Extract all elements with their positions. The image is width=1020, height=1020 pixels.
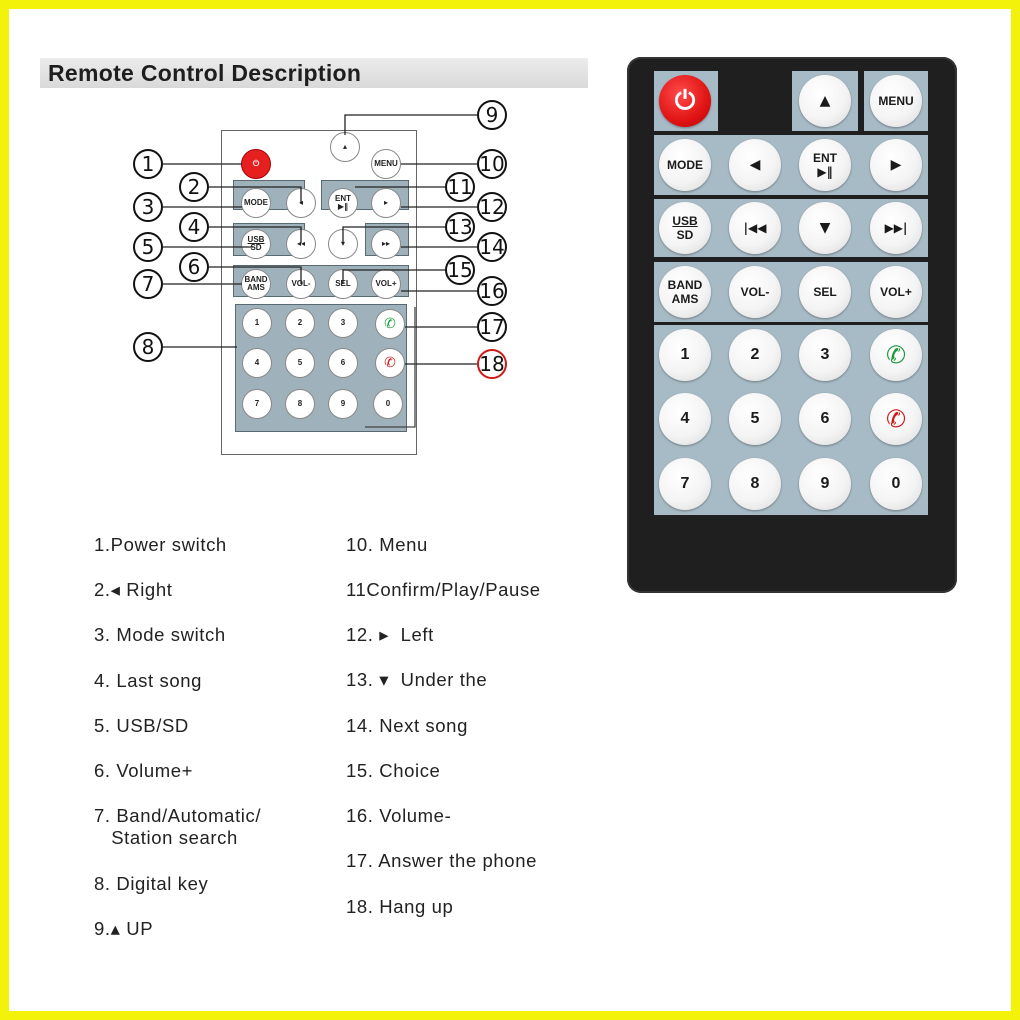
- remote-sel-button[interactable]: [799, 266, 851, 318]
- callout-16: [477, 276, 507, 306]
- callout-label: 1: [141, 152, 155, 176]
- desc-item: 9.▴ UP: [94, 918, 154, 939]
- leader-line-15: [343, 270, 447, 284]
- callout-label: 8: [141, 335, 155, 359]
- sd-label: SD: [676, 228, 694, 242]
- power-icon: ⏻: [674, 86, 696, 116]
- leader-line-13: [343, 227, 447, 243]
- vol-plus-label: VOL+: [880, 285, 912, 299]
- digit-label: 8: [297, 399, 303, 408]
- callout-label: 3: [141, 195, 155, 219]
- remote-digit-key[interactable]: [799, 329, 851, 381]
- digit-label: 1: [254, 318, 260, 327]
- ent-label: ENT: [335, 194, 351, 203]
- digit-label: 4: [680, 410, 690, 427]
- digit-label: 3: [340, 318, 346, 327]
- remote-band-ams-button[interactable]: [659, 266, 711, 318]
- callout-6: [179, 252, 209, 282]
- callout-11: [445, 172, 475, 202]
- desc-item: 1.Power switch: [94, 534, 227, 555]
- desc-item: 10. Menu: [346, 534, 428, 555]
- digit-label: 2: [297, 318, 303, 327]
- play-pause-icon: ▶‖: [337, 202, 349, 211]
- remote-answer-button[interactable]: [870, 329, 922, 381]
- callout-label: 9: [485, 103, 499, 127]
- callout-10: [477, 149, 507, 179]
- menu-label: MENU: [878, 94, 914, 108]
- left-arrow-icon: ◂: [298, 198, 303, 207]
- down-arrow-icon: ▾: [340, 239, 345, 248]
- callout-4: [179, 212, 209, 242]
- remote-digit-key[interactable]: [659, 393, 711, 445]
- callout-label: 13: [447, 215, 473, 239]
- remote-up-button[interactable]: [799, 75, 851, 127]
- right-arrow-icon: ▸: [383, 198, 388, 207]
- sel-label: SEL: [335, 279, 351, 288]
- desc-item: 15. Choice: [346, 760, 441, 781]
- up-arrow-icon: ▲: [819, 93, 831, 109]
- vol-plus-label: VOL+: [375, 279, 397, 288]
- digit-label: 8: [750, 475, 760, 492]
- digit-label: 1: [680, 346, 690, 363]
- remote-mode-button[interactable]: [659, 139, 711, 191]
- callout-1: [133, 149, 163, 179]
- callout-label: 15: [447, 258, 473, 282]
- desc-item: 11Confirm/Play/Pause: [346, 579, 541, 600]
- digit-label: 4: [254, 358, 260, 367]
- desc-item: 13. ▾ Under the: [346, 669, 488, 690]
- phone-hangup-icon: ✆: [885, 405, 907, 433]
- desc-item: 12. ▸ Left: [346, 624, 434, 645]
- callout-5: [133, 232, 163, 262]
- phone-answer-icon: ✆: [885, 341, 907, 369]
- leader-line-4: [209, 227, 301, 243]
- callout-label: 16: [479, 279, 505, 303]
- remote-digit-key[interactable]: [729, 329, 781, 381]
- remote-down-button[interactable]: [799, 202, 851, 254]
- callout-3: [133, 192, 163, 222]
- desc-item: 4. Last song: [94, 670, 202, 691]
- callout-label: 17: [479, 315, 505, 339]
- remote-digit-key[interactable]: [729, 393, 781, 445]
- callout-label: 5: [141, 235, 155, 259]
- leader-line-6: [209, 267, 301, 284]
- band-label: BAND: [667, 278, 703, 292]
- remote-vol-plus-button[interactable]: [870, 266, 922, 318]
- digit-label: 9: [820, 475, 830, 492]
- callout-label: 10: [479, 152, 505, 176]
- next-track-icon: ▶▶|: [884, 221, 908, 235]
- next-track-icon: ▸▸: [381, 239, 391, 248]
- remote-prev-button[interactable]: [729, 202, 781, 254]
- digit-label: 6: [340, 358, 346, 367]
- remote-digit-key[interactable]: [659, 329, 711, 381]
- digit-label: 2: [750, 346, 760, 363]
- desc-item: 8. Digital key: [94, 873, 209, 894]
- desc-item: 6. Volume+: [94, 760, 194, 781]
- remote-digit-key[interactable]: [799, 458, 851, 510]
- remote-right-button[interactable]: [870, 139, 922, 191]
- remote-menu-button[interactable]: [870, 75, 922, 127]
- keypad-outline: [365, 307, 415, 427]
- callout-label: 18: [479, 352, 505, 376]
- ams-label: AMS: [671, 292, 699, 306]
- remote-diagram: [125, 97, 525, 467]
- callout-15: [445, 255, 475, 285]
- desc-item: 18. Hang up: [346, 896, 454, 917]
- callout-9: [477, 100, 507, 130]
- remote-digit-key[interactable]: [799, 393, 851, 445]
- desc-item: 5. USB/SD: [94, 715, 189, 736]
- vol-minus-label: VOL-: [740, 285, 770, 299]
- remote-vol-minus-button[interactable]: [729, 266, 781, 318]
- remote-next-button[interactable]: [870, 202, 922, 254]
- previous-track-icon: |◀◀: [743, 221, 767, 235]
- callout-14: [477, 232, 507, 262]
- remote-digit-key[interactable]: [729, 458, 781, 510]
- power-icon: ⏻: [252, 159, 260, 168]
- usb-label: USB: [247, 235, 265, 244]
- title-bar: [40, 58, 588, 88]
- callout-13: [445, 212, 475, 242]
- digit-label: 6: [820, 410, 830, 427]
- band-label: BAND: [244, 275, 268, 284]
- up-arrow-icon: ▴: [342, 142, 347, 151]
- vol-minus-label: VOL-: [291, 279, 311, 288]
- callout-18: [477, 349, 507, 379]
- mode-label: MODE: [244, 198, 268, 207]
- desc-item: 14. Next song: [346, 715, 468, 736]
- desc-item: 2.◂ Right: [94, 579, 173, 600]
- callout-12: [477, 192, 507, 222]
- remote-power-button[interactable]: [659, 75, 711, 127]
- phone-hangup-icon: ✆: [384, 355, 396, 371]
- down-arrow-icon: ▼: [819, 220, 831, 236]
- digit-label: 0: [385, 399, 391, 408]
- sel-label: SEL: [813, 285, 837, 299]
- digit-label: 7: [254, 399, 260, 408]
- remote-photo: [627, 57, 957, 593]
- usb-label: USB: [672, 214, 698, 228]
- callout-7: [133, 269, 163, 299]
- left-arrow-icon: ◀: [749, 157, 761, 173]
- callout-8: [133, 332, 163, 362]
- leader-line-9: [345, 115, 477, 135]
- callout-label: 7: [141, 272, 155, 296]
- digit-label: 0: [891, 475, 901, 492]
- play-pause-icon: ▶‖: [817, 165, 833, 179]
- remote-left-button[interactable]: [729, 139, 781, 191]
- page-title: Remote Control Description: [48, 60, 362, 86]
- ent-label: ENT: [813, 151, 837, 165]
- callout-label: 11: [447, 175, 473, 199]
- digit-label: 7: [680, 475, 690, 492]
- remote-digit-key[interactable]: [659, 458, 711, 510]
- callout-label: 2: [187, 175, 201, 199]
- callout-label: 4: [187, 215, 201, 239]
- callout-2: [179, 172, 209, 202]
- callout-label: 6: [187, 255, 201, 279]
- digit-label: 5: [297, 358, 303, 367]
- remote-hangup-button[interactable]: [870, 393, 922, 445]
- desc-item: 7. Band/Automatic/ Station search: [94, 805, 262, 848]
- callout-label: 14: [479, 235, 505, 259]
- digit-label: 3: [820, 346, 830, 363]
- desc-item: 3. Mode switch: [94, 624, 226, 645]
- remote-usb-sd-button[interactable]: [659, 202, 711, 254]
- right-arrow-icon: ▶: [890, 157, 902, 173]
- ams-label: AMS: [247, 283, 265, 292]
- remote-digit-key[interactable]: [870, 458, 922, 510]
- callout-17: [477, 312, 507, 342]
- callout-label: 12: [479, 195, 505, 219]
- menu-label: MENU: [374, 159, 398, 168]
- previous-track-icon: ◂◂: [296, 239, 306, 248]
- digit-label: 9: [340, 399, 346, 408]
- phone-answer-icon: ✆: [384, 316, 396, 332]
- digit-label: 5: [750, 410, 760, 427]
- leader-line-2: [209, 187, 301, 203]
- desc-item: 17. Answer the phone: [346, 850, 537, 871]
- desc-item: 16. Volume-: [346, 805, 452, 826]
- remote-enter-button[interactable]: [799, 139, 851, 191]
- sd-label: SD: [250, 243, 262, 252]
- mode-label: MODE: [667, 158, 703, 172]
